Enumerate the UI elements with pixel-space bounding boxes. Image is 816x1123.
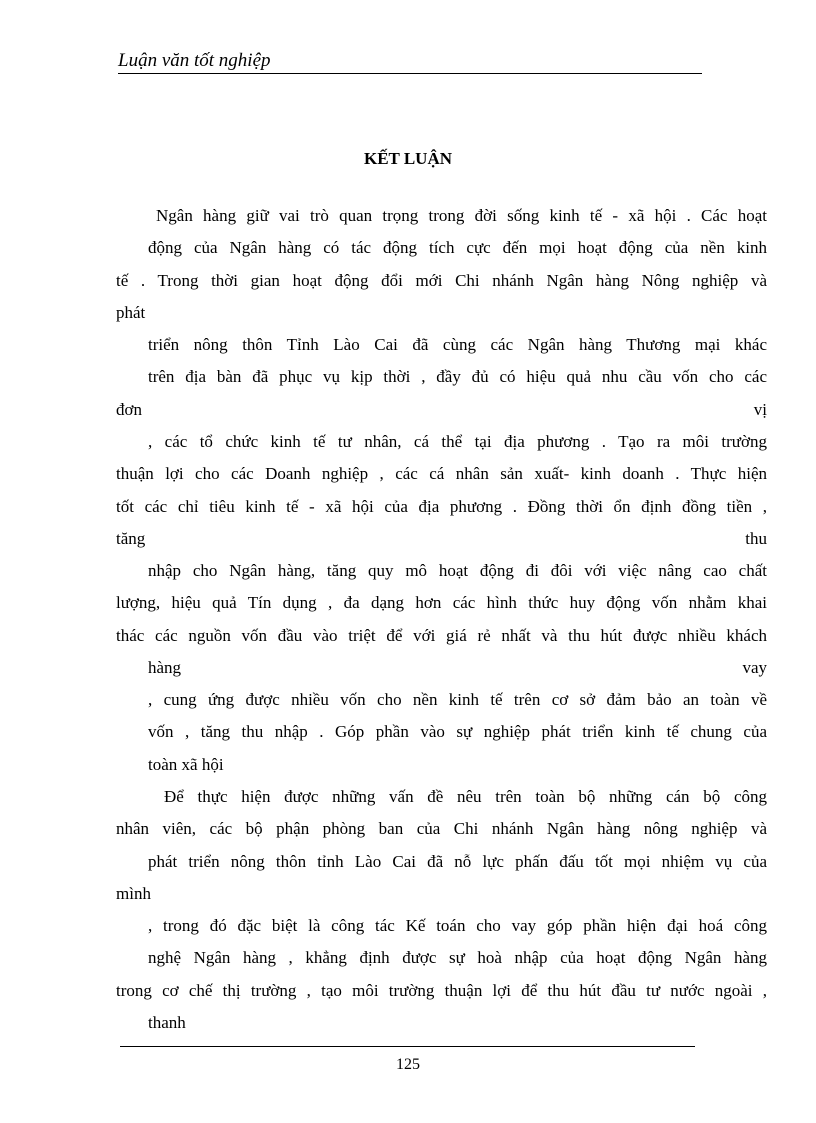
section-title: KẾT LUẬN bbox=[363, 149, 452, 168]
footer-divider bbox=[120, 1046, 695, 1047]
body-line: nghệ Ngân hàng , khẳng định được sự hoà nhập của hoạt động Ngân hàng bbox=[148, 948, 767, 967]
body-line: trong cơ chế thị trường , tạo môi trường thuận lợi để thu hút đầu tư nước ngoài , bbox=[116, 981, 767, 1000]
body-line: đơn vị bbox=[116, 400, 767, 419]
body-line: , cung ứng được nhiều vốn cho nền kinh tế trên cơ sở đảm bảo an toàn về bbox=[148, 690, 767, 709]
body-line: thanh bbox=[148, 1013, 186, 1032]
body-line: phát bbox=[116, 303, 146, 322]
body-line: mình bbox=[116, 884, 151, 903]
body-line: toàn xã hội bbox=[148, 755, 224, 774]
body-line: triển nông thôn Tỉnh Lào Cai đã cùng các Ngân hàng Thương mại khác bbox=[148, 335, 767, 354]
body-line: thuận lợi cho các Doanh nghiệp , các cá nhân sản xuất- kinh doanh . Thực hiện bbox=[116, 464, 767, 483]
body-line: nhân viên, các bộ phận phòng ban của Chi nhánh Ngân hàng nông nghiệp và bbox=[116, 819, 767, 838]
page-number: 125 bbox=[396, 1056, 420, 1073]
body-line: , các tổ chức kinh tế tư nhân, cá thể tại địa phương . Tạo ra môi trường bbox=[148, 432, 767, 451]
body-line: Ngân hàng giữ vai trò quan trọng trong đời sống kinh tế - xã hội . Các hoạt bbox=[156, 206, 767, 225]
body-line: vốn , tăng thu nhập . Góp phần vào sự nghiệp phát triển kinh tế chung của bbox=[148, 722, 767, 741]
body-line: phát triển nông thôn tỉnh Lào Cai đã nỗ lực phấn đấu tốt mọi nhiệm vụ của bbox=[148, 852, 767, 871]
body-line: tế . Trong thời gian hoạt động đổi mới Chi nhánh Ngân hàng Nông nghiệp và bbox=[116, 271, 767, 290]
running-header: Luận văn tốt nghiệp bbox=[118, 49, 702, 74]
body-line: , trong đó đặc biệt là công tác Kế toán cho vay góp phần hiện đại hoá công bbox=[148, 916, 767, 935]
body-line: lượng, hiệu quả Tín dụng , đa dạng hơn các hình thức huy động vốn nhằm khai bbox=[116, 593, 767, 612]
body-line: trên địa bàn đã phục vụ kịp thời , đầy đủ có hiệu quả nhu cầu vốn cho các bbox=[148, 367, 767, 386]
body-line: tăng thu bbox=[116, 529, 767, 548]
body-line: thác các nguồn vốn đầu vào triệt để với giá rẻ nhất và thu hút được nhiều khách bbox=[116, 626, 767, 645]
body-line: hàng vay bbox=[148, 658, 767, 677]
body-line: nhập cho Ngân hàng, tăng quy mô hoạt động đi đôi với việc nâng cao chất bbox=[148, 561, 767, 580]
body-line: tốt các chỉ tiêu kinh tế - xã hội của địa phương . Đồng thời ổn định đồng tiền , bbox=[116, 497, 767, 516]
body-line: Để thực hiện được những vấn đề nêu trên toàn bộ những cán bộ công bbox=[164, 787, 767, 806]
body-line: động của Ngân hàng có tác động tích cực đến mọi hoạt động của nền kinh bbox=[148, 238, 767, 257]
